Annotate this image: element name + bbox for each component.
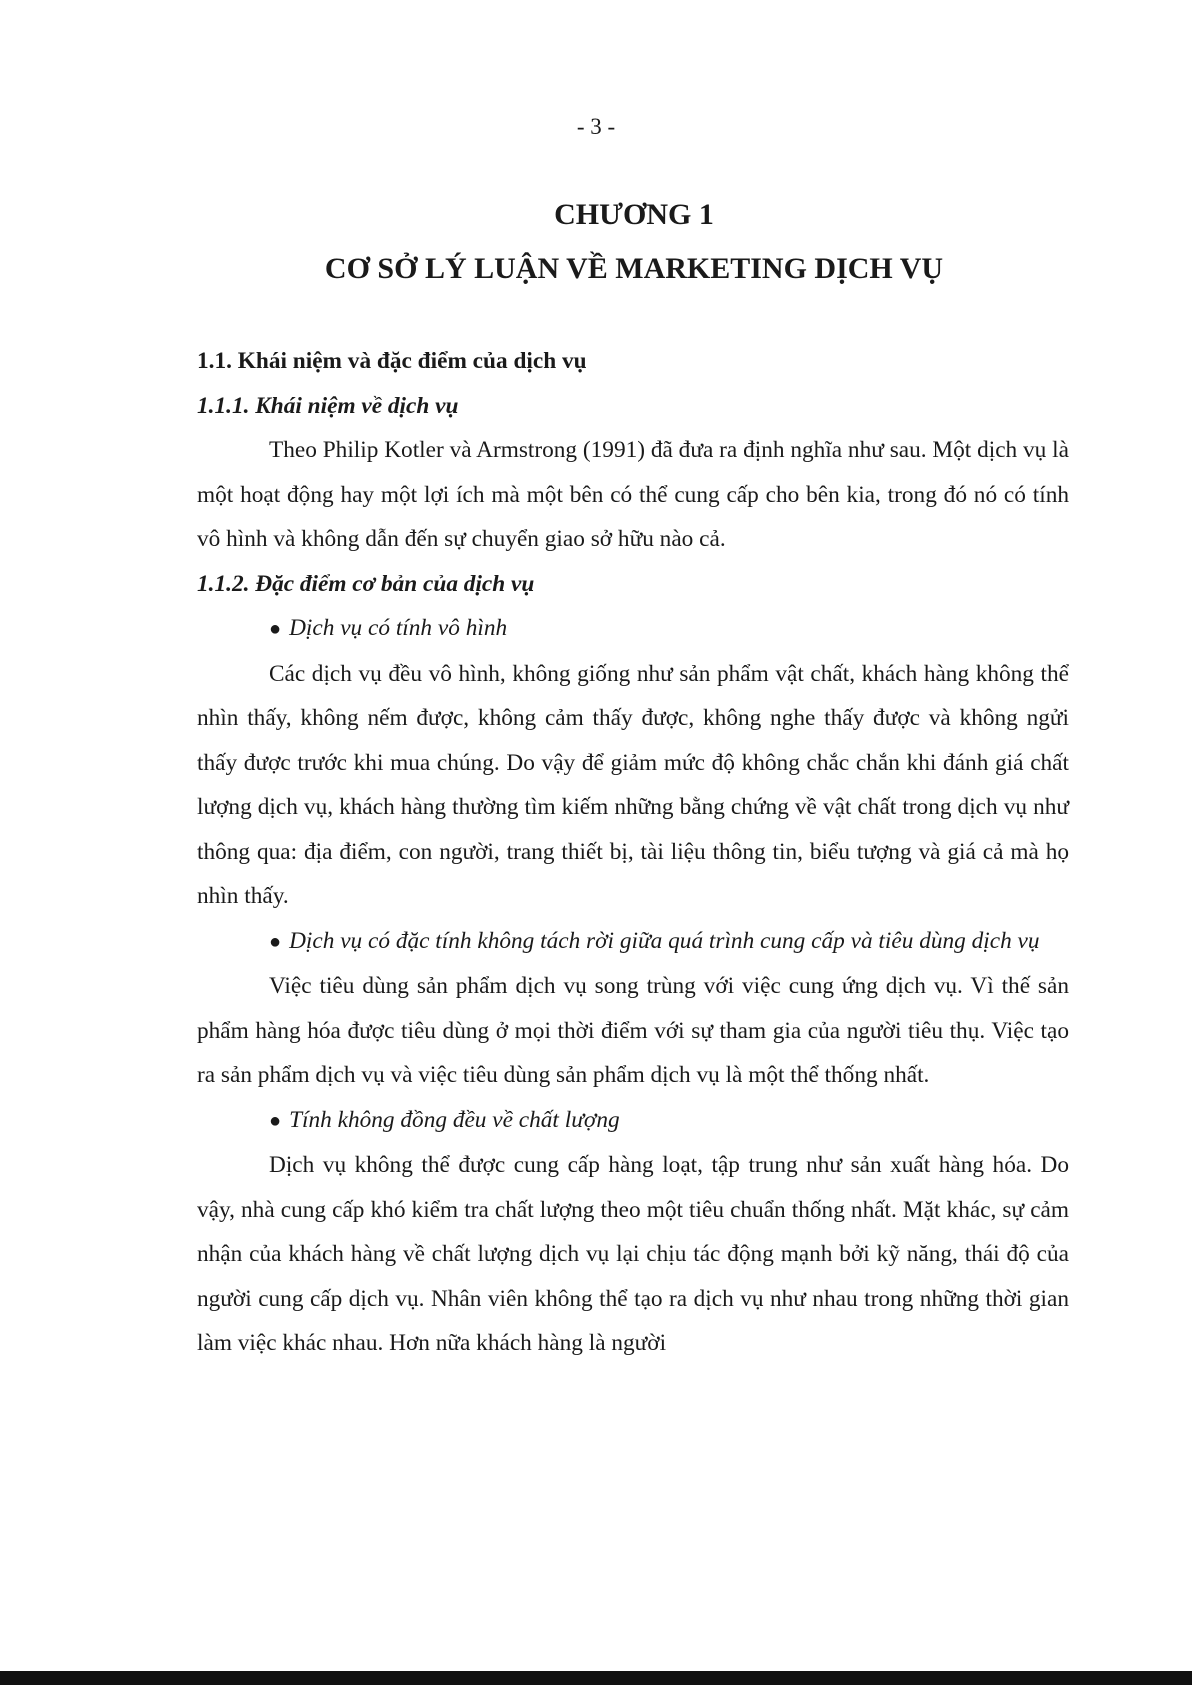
bullet-item-intangibility xyxy=(197,606,1069,652)
bullet-icon: ● xyxy=(269,618,282,640)
bullet-text: Tính không đồng đều về chất lượng xyxy=(289,1106,620,1133)
section-heading-1-1-2: 1.1.2. Đặc điểm cơ bản của dịch vụ xyxy=(197,570,535,597)
bullet-icon: ● xyxy=(269,930,282,953)
document-body xyxy=(197,339,1069,1366)
chapter-label: CHƯƠNG 1 xyxy=(554,198,714,231)
page-number: - 3 - xyxy=(576,114,616,139)
bullet-item-variability xyxy=(197,1098,1069,1144)
section-heading-1-1: 1.1. Khái niệm và đặc điểm của dịch vụ xyxy=(197,348,587,374)
bullet-text: Dịch vụ có đặc tính không tách rời giữa quá trình cung cấp và tiêu dùng dịch vụ xyxy=(289,927,1040,954)
bullet-text: Dịch vụ có tính vô hình xyxy=(289,615,508,641)
chapter-title: CƠ SỞ LÝ LUẬN VỀ MARKETING DỊCH VỤ xyxy=(324,252,944,285)
paragraph-definition: Theo Philip Kotler và Armstrong (1991) đã đưa ra định nghĩa như sau. Một dịch vụ là một hoạt động hay một lợi ích mà một bên có thể cung cấp cho bên kia, trong đó nó có tính vô hình và không dẫn đến sự chuyển giao sở hữu nào cả. xyxy=(197,437,1069,552)
paragraph-inseparability: Việc tiêu dùng sản phẩm dịch vụ song trùng với việc cung ứng dịch vụ. Vì thế sản phẩm hàng hóa được tiêu dùng ở mọi thời điểm với sự tham gia của người tiêu thụ. Việc tạo ra sản phẩm dịch vụ và việc tiêu dùng sản phẩm dịch vụ là một thể thống nhất. xyxy=(197,973,1069,1088)
bullet-icon: ● xyxy=(269,1109,282,1132)
paragraph-intangibility: Các dịch vụ đều vô hình, không giống như sản phẩm vật chất, khách hàng không thể nhìn thấy, không nếm được, không cảm thấy được, không nghe thấy được và không ngửi thấy được trước khi mua chúng. Do vậy để giảm mức độ không chắc chắn khi đánh giá chất lượng dịch vụ, khách hàng thường tìm kiếm những bằng chứng về vật chất trong dịch vụ như thông qua: địa điểm, con người, trang thiết bị, tài liệu thông tin, biểu tượng và giá cả mà họ nhìn thấy. xyxy=(197,660,1069,909)
section-heading-1-1-1: 1.1.1. Khái niệm về dịch vụ xyxy=(197,392,459,419)
bullet-item-inseparability xyxy=(197,919,1069,965)
bottom-edge-bar xyxy=(0,1671,1192,1685)
paragraph-variability: Dịch vụ không thể được cung cấp hàng loạt, tập trung như sản xuất hàng hóa. Do vậy, nhà cung cấp khó kiểm tra chất lượng theo một tiêu chuẩn thống nhất. Mặt khác, sự cảm nhận của khách hàng về chất lượng dịch vụ lại chịu tác động mạnh bởi kỹ năng, thái độ của người cung cấp dịch vụ. Nhân viên không thể tạo ra dịch vụ như nhau trong những thời gian làm việc khác nhau. Hơn nữa khách hàng là người xyxy=(197,1152,1069,1356)
